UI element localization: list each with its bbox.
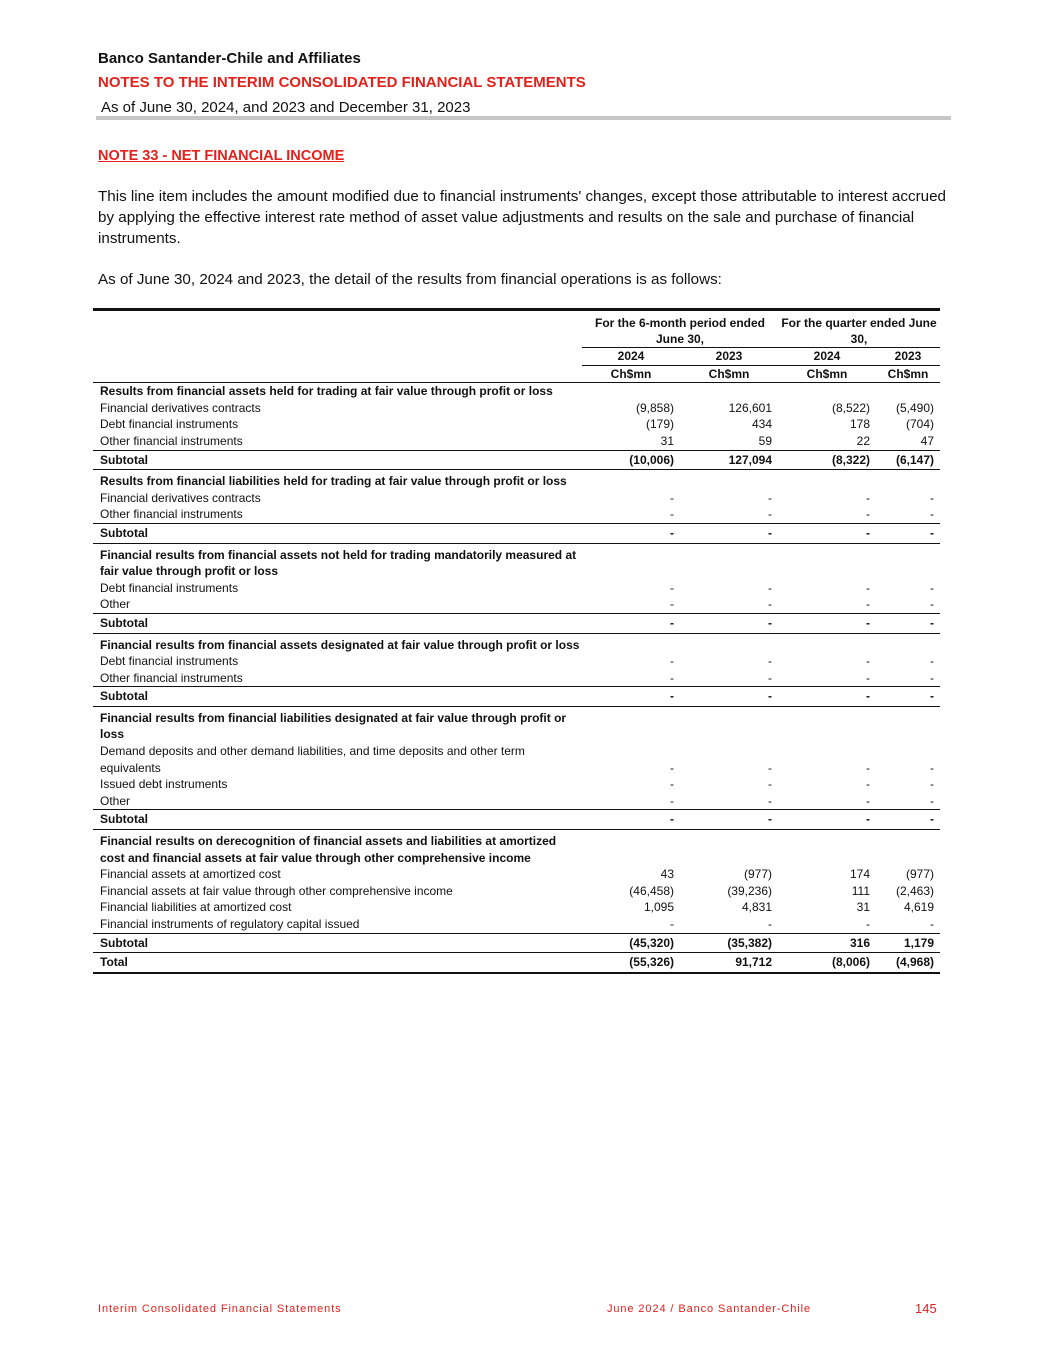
row-value: (8,322) bbox=[778, 450, 876, 470]
section-title: Results from financial liabilities held for trading at fair value through profit or loss bbox=[100, 474, 567, 489]
row-value: - bbox=[866, 507, 871, 522]
unit-header: Ch$mn bbox=[778, 365, 876, 383]
subtotal-row bbox=[93, 687, 940, 707]
table-row bbox=[93, 506, 940, 523]
row-label: Total bbox=[93, 953, 582, 973]
row-value: 4,619 bbox=[903, 900, 935, 915]
unit-header: Ch$mn bbox=[680, 365, 778, 383]
table-row bbox=[93, 490, 940, 507]
row-value: 43 bbox=[660, 867, 674, 882]
row-value: - bbox=[582, 523, 680, 543]
subtotal-row bbox=[93, 933, 940, 953]
row-value: - bbox=[876, 810, 940, 830]
row-value: (8,522) bbox=[831, 400, 871, 415]
row-value: - bbox=[866, 490, 871, 505]
row-value: - bbox=[670, 793, 674, 808]
row-value: 434 bbox=[751, 417, 773, 432]
row-value: 178 bbox=[849, 417, 871, 432]
header-divider bbox=[96, 116, 951, 120]
row-value: - bbox=[768, 654, 773, 669]
row-value: - bbox=[670, 760, 674, 775]
table-row bbox=[93, 400, 940, 417]
row-label: Other financial instruments bbox=[100, 433, 243, 448]
subtotal-row bbox=[93, 810, 940, 830]
row-value: (39,236) bbox=[727, 883, 773, 898]
row-label: Other financial instruments bbox=[100, 670, 243, 685]
row-value: - bbox=[930, 654, 935, 669]
row-label: Subtotal bbox=[93, 810, 582, 830]
row-label: Financial derivatives contracts bbox=[100, 490, 261, 505]
row-value: - bbox=[670, 507, 674, 522]
row-label: Subtotal bbox=[93, 523, 582, 543]
row-label: Other bbox=[100, 597, 131, 612]
period-header-quarter: For the quarter ended June 30, bbox=[778, 310, 940, 348]
note-title: NOTE 33 - NET FINANCIAL INCOME bbox=[98, 148, 345, 164]
notes-title: NOTES TO THE INTERIM CONSOLIDATED FINANCIAL STATEMENTS bbox=[98, 74, 586, 91]
table-row bbox=[93, 866, 940, 883]
year-header: 2023 bbox=[876, 348, 940, 366]
row-value: (46,458) bbox=[629, 883, 674, 898]
section-title: Financial results from financial assets not held for trading mandatorily measured at fair value through profit or loss bbox=[100, 547, 577, 579]
row-value: (55,326) bbox=[582, 953, 680, 973]
row-value: - bbox=[768, 490, 773, 505]
page-number: 145 bbox=[915, 1301, 937, 1316]
section-heading-row bbox=[93, 383, 940, 400]
row-value: - bbox=[930, 793, 935, 808]
year-header: 2024 bbox=[778, 348, 876, 366]
row-value: - bbox=[930, 490, 935, 505]
table-row bbox=[93, 670, 940, 687]
row-value: - bbox=[866, 670, 871, 685]
row-value: - bbox=[876, 613, 940, 633]
row-value: 31 bbox=[856, 900, 871, 915]
row-value: (4,968) bbox=[876, 953, 940, 973]
row-value: (5,490) bbox=[895, 400, 935, 415]
row-value: - bbox=[582, 613, 680, 633]
year-header: 2024 bbox=[582, 348, 680, 366]
section-title: Financial results from financial liabilities designated at fair value through profit or loss bbox=[100, 710, 567, 742]
row-value: 127,094 bbox=[680, 450, 778, 470]
row-value: - bbox=[582, 810, 680, 830]
row-value: - bbox=[876, 523, 940, 543]
header-blank bbox=[93, 310, 582, 348]
row-label: Financial derivatives contracts bbox=[100, 400, 261, 415]
row-value: - bbox=[930, 760, 935, 775]
row-value: - bbox=[768, 793, 773, 808]
row-value: - bbox=[582, 687, 680, 707]
row-value: - bbox=[768, 597, 773, 612]
row-value: 1,095 bbox=[643, 900, 674, 915]
row-value: 47 bbox=[920, 433, 935, 448]
row-label: Demand deposits and other demand liabilities, and time deposits and other term equivalents bbox=[100, 744, 525, 775]
row-value: - bbox=[930, 777, 935, 792]
unit-header: Ch$mn bbox=[876, 365, 940, 383]
row-value: - bbox=[930, 597, 935, 612]
row-label: Financial assets at amortized cost bbox=[100, 867, 281, 882]
table-row bbox=[93, 899, 940, 916]
row-value: - bbox=[930, 580, 935, 595]
section-title: Results from financial assets held for trading at fair value through profit or loss bbox=[100, 384, 553, 399]
row-value: (2,463) bbox=[895, 883, 935, 898]
row-value: (179) bbox=[645, 417, 674, 432]
row-value: 22 bbox=[856, 433, 871, 448]
row-label: Other financial instruments bbox=[100, 507, 243, 522]
section-heading-row bbox=[93, 833, 940, 866]
row-value: - bbox=[670, 490, 674, 505]
row-label: Debt financial instruments bbox=[100, 580, 239, 595]
section-heading-row bbox=[93, 547, 940, 580]
row-label: Financial liabilities at amortized cost bbox=[100, 900, 292, 915]
table-row bbox=[93, 776, 940, 793]
row-value: 59 bbox=[758, 433, 773, 448]
table-row bbox=[93, 416, 940, 433]
company-name: Banco Santander-Chile and Affiliates bbox=[98, 50, 361, 67]
row-value: - bbox=[778, 810, 876, 830]
row-value: - bbox=[768, 580, 773, 595]
row-value: 91,712 bbox=[680, 953, 778, 973]
row-value: - bbox=[866, 793, 871, 808]
year-header: 2023 bbox=[680, 348, 778, 366]
row-value: - bbox=[670, 917, 674, 931]
section-heading-row bbox=[93, 637, 940, 654]
row-value: - bbox=[930, 507, 935, 522]
row-label: Subtotal bbox=[93, 933, 582, 953]
row-value: 126,601 bbox=[728, 400, 773, 415]
subtotal-row bbox=[93, 613, 940, 633]
section-title: Financial results from financial assets designated at fair value through profit or loss bbox=[100, 637, 580, 652]
row-label: Issued debt instruments bbox=[100, 777, 228, 792]
unit-header: Ch$mn bbox=[582, 365, 680, 383]
row-value: - bbox=[680, 613, 778, 633]
row-value: - bbox=[768, 760, 773, 775]
row-label: Debt financial instruments bbox=[100, 417, 239, 432]
subtotal-row bbox=[93, 450, 940, 470]
financial-income-table bbox=[93, 308, 940, 974]
row-value: - bbox=[866, 580, 871, 595]
section-title: Financial results on derecognition of financial assets and liabilities at amortized cost and financial assets at fair value through other comprehensive income bbox=[100, 834, 557, 865]
table-row bbox=[93, 883, 940, 900]
row-value: 316 bbox=[778, 933, 876, 953]
row-value: (977) bbox=[744, 867, 773, 882]
row-value: - bbox=[768, 670, 773, 685]
row-value: - bbox=[670, 597, 674, 612]
row-value: - bbox=[930, 917, 935, 931]
row-value: - bbox=[680, 810, 778, 830]
footer-left: Interim Consolidated Financial Statements bbox=[98, 1303, 342, 1315]
row-label: Financial instruments of regulatory capital issued bbox=[100, 917, 360, 931]
row-value: (977) bbox=[906, 867, 935, 882]
row-value: - bbox=[866, 597, 871, 612]
row-label: Other bbox=[100, 793, 131, 808]
lead-paragraph: As of June 30, 2024 and 2023, the detail of the results from financial operations is as follows: bbox=[98, 271, 722, 288]
row-value: - bbox=[768, 507, 773, 522]
row-value: (35,382) bbox=[680, 933, 778, 953]
table-row bbox=[93, 653, 940, 670]
table-row bbox=[93, 433, 940, 450]
row-value: - bbox=[930, 670, 935, 685]
row-value: - bbox=[866, 917, 871, 931]
row-label: Subtotal bbox=[93, 450, 582, 470]
row-value: - bbox=[778, 613, 876, 633]
table-row bbox=[93, 793, 940, 810]
row-value: (8,006) bbox=[778, 953, 876, 973]
row-value: - bbox=[866, 760, 871, 775]
date-line: As of June 30, 2024, and 2023 and December 31, 2023 bbox=[101, 99, 471, 116]
table-row bbox=[93, 916, 940, 933]
row-value: - bbox=[768, 777, 773, 792]
row-value: (6,147) bbox=[876, 450, 940, 470]
row-value: (9,858) bbox=[635, 400, 674, 415]
row-value: - bbox=[778, 687, 876, 707]
row-value: 174 bbox=[849, 867, 871, 882]
row-value: - bbox=[866, 777, 871, 792]
section-heading-row bbox=[93, 710, 940, 743]
row-value: - bbox=[670, 777, 674, 792]
table-row bbox=[93, 580, 940, 597]
section-heading-row bbox=[93, 473, 940, 490]
footer-middle: June 2024 / Banco Santander-Chile bbox=[607, 1303, 811, 1315]
row-value: - bbox=[876, 687, 940, 707]
row-label: Financial assets at fair value through other comprehensive income bbox=[100, 883, 453, 898]
row-value: 1,179 bbox=[876, 933, 940, 953]
row-value: - bbox=[680, 523, 778, 543]
row-value: 31 bbox=[660, 433, 674, 448]
row-value: - bbox=[680, 687, 778, 707]
table-row bbox=[93, 596, 940, 613]
row-value: (704) bbox=[906, 417, 935, 432]
row-value: 4,831 bbox=[741, 900, 773, 915]
intro-paragraph: This line item includes the amount modified due to financial instruments' changes, except those attributable to interest accrued by applying the effective interest rate method of asset value adjustments and results on the sale and purchase of financial instruments. bbox=[98, 188, 946, 247]
row-value: - bbox=[670, 654, 674, 669]
row-value: (10,006) bbox=[582, 450, 680, 470]
period-header-6month: For the 6-month period ended June 30, bbox=[582, 310, 778, 348]
subtotal-row bbox=[93, 523, 940, 543]
row-value: - bbox=[778, 523, 876, 543]
row-label: Debt financial instruments bbox=[100, 654, 239, 669]
row-value: 111 bbox=[851, 883, 871, 898]
row-value: - bbox=[670, 670, 674, 685]
row-value: - bbox=[866, 654, 871, 669]
row-value: - bbox=[768, 917, 773, 931]
table-row bbox=[93, 743, 940, 776]
row-value: - bbox=[670, 580, 674, 595]
row-label: Subtotal bbox=[93, 613, 582, 633]
total-row bbox=[93, 953, 940, 973]
row-value: (45,320) bbox=[582, 933, 680, 953]
row-label: Subtotal bbox=[93, 687, 582, 707]
